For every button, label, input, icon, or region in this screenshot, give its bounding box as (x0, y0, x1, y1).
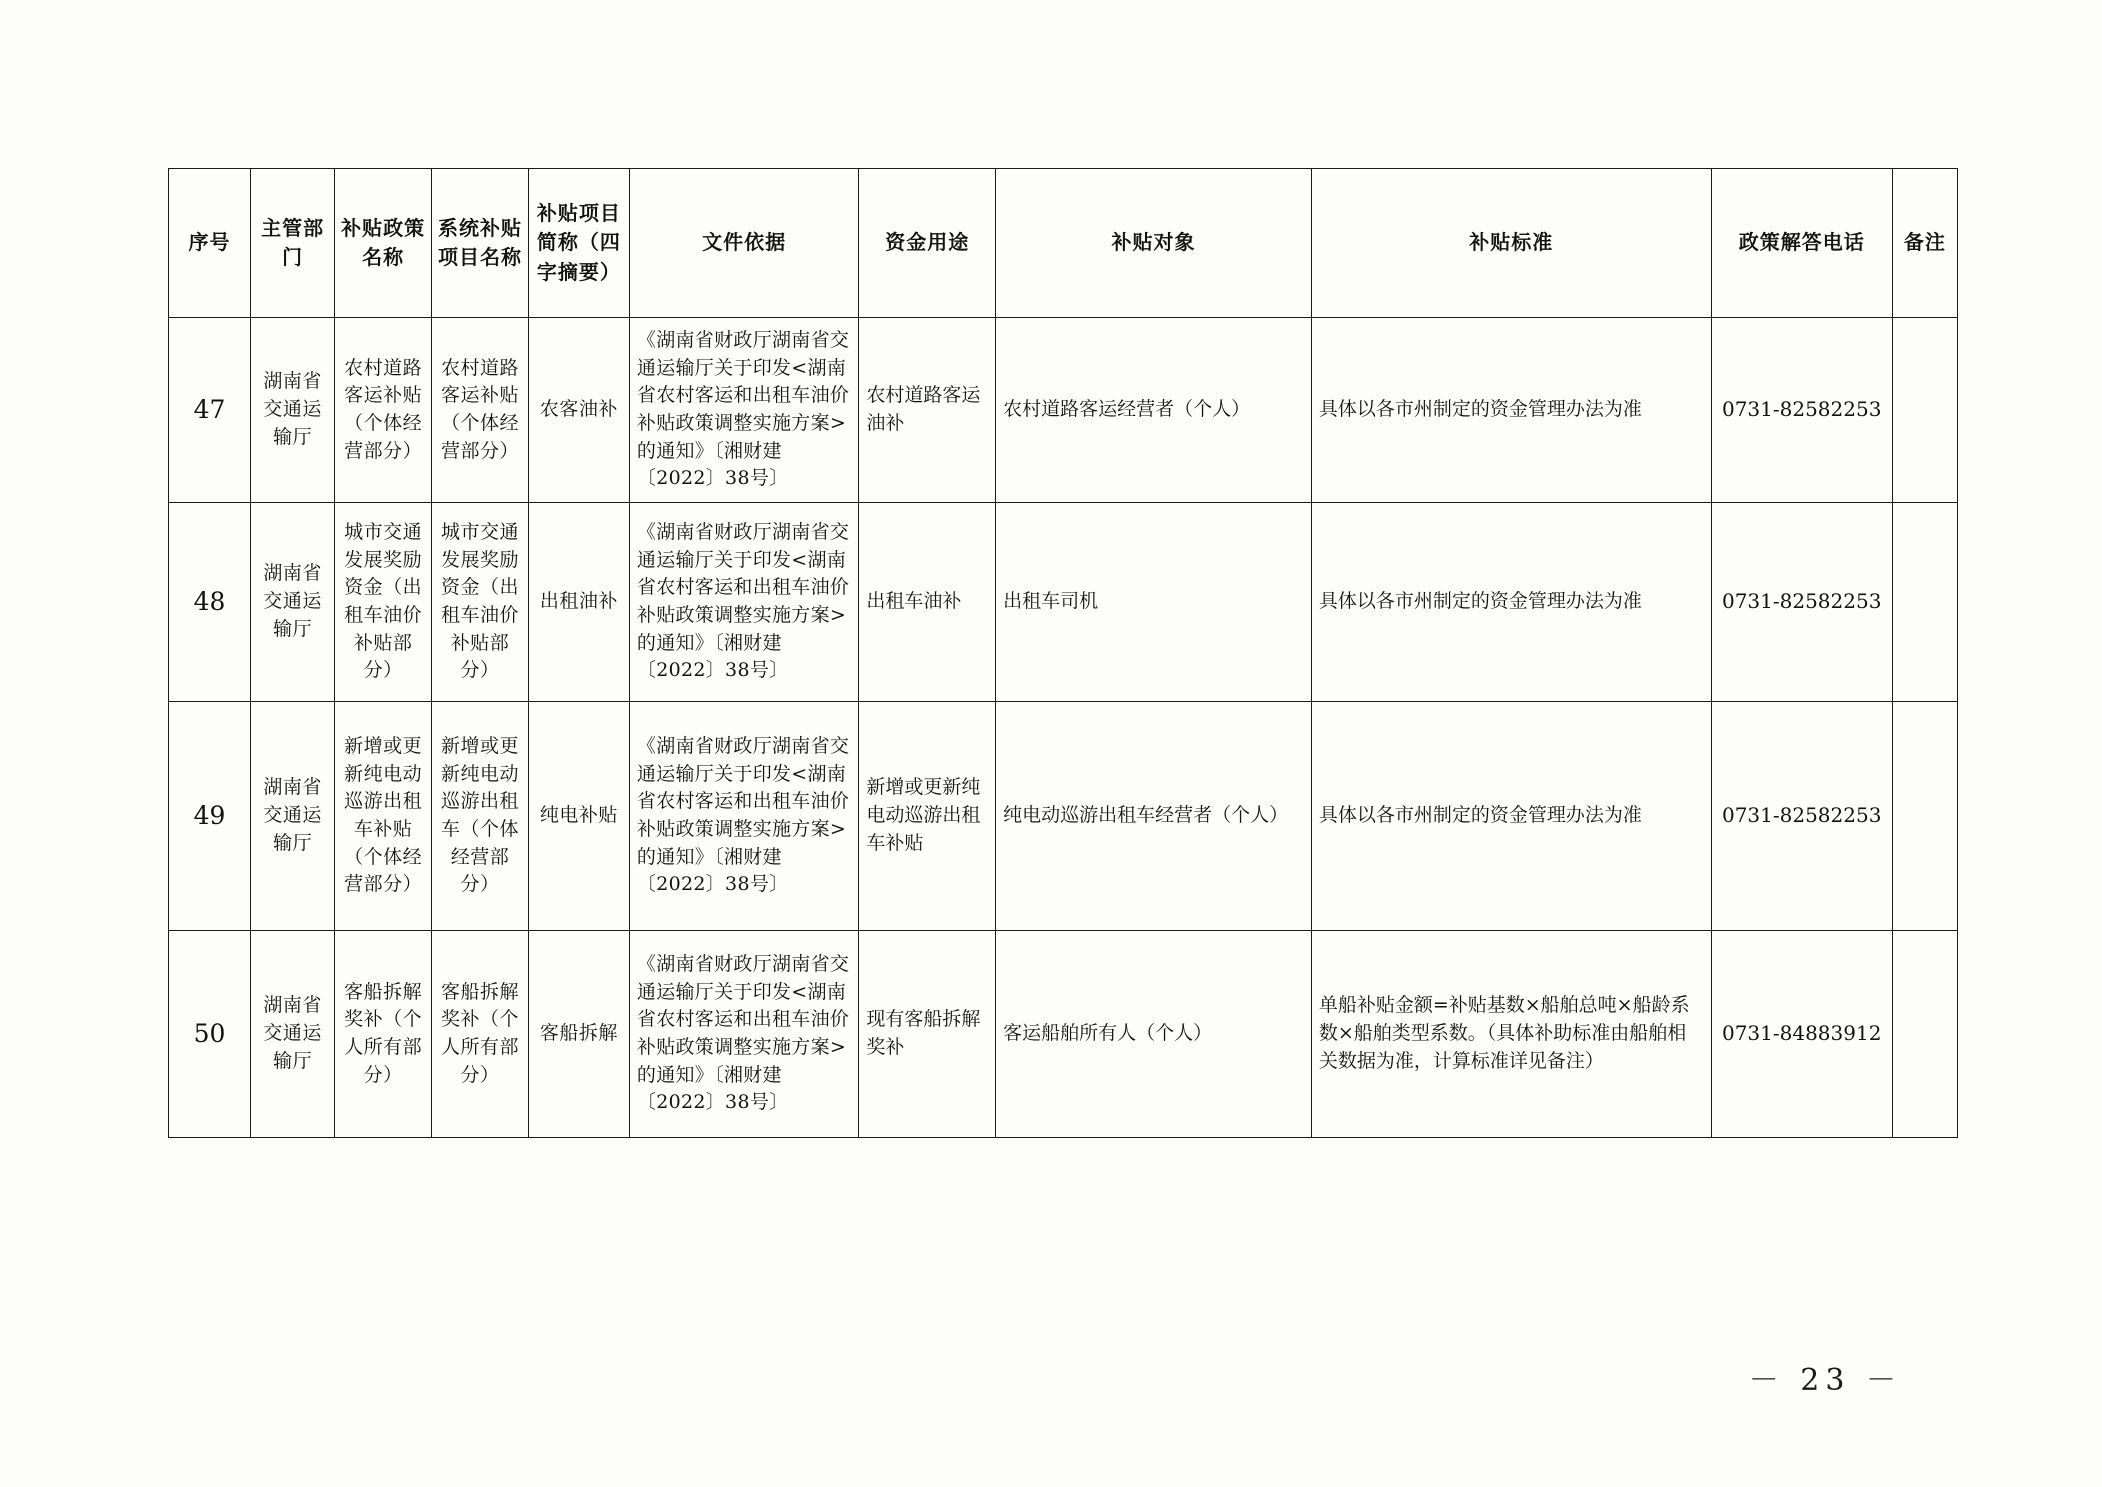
header-item-abbr: 补贴项目简称（四字摘要） (528, 169, 629, 318)
cell-standard: 具体以各市州制定的资金管理办法为准 (1311, 503, 1711, 702)
cell-document-basis: 《湖南省财政厅湖南省交通运输厅关于印发<湖南省农村客运和出租车油价补贴政策调整实施方案>的通知》〔湘财建〔2022〕38号〕 (629, 931, 858, 1138)
cell-seq: 49 (169, 702, 251, 931)
cell-remark (1892, 318, 1957, 503)
cell-seq: 50 (169, 931, 251, 1138)
cell-policy-name: 农村道路客运补贴（个体经营部分） (335, 318, 432, 503)
cell-target: 客运船舶所有人（个人） (996, 931, 1312, 1138)
cell-hotline: 0731-84883912 (1711, 931, 1892, 1138)
cell-hotline: 0731-82582253 (1711, 318, 1892, 503)
cell-system-item-name: 客船拆解奖补（个人所有部分） (432, 931, 529, 1138)
header-remark: 备注 (1892, 169, 1957, 318)
cell-system-item-name: 新增或更新纯电动巡游出租车（个体经营部分） (432, 702, 529, 931)
header-hotline: 政策解答电话 (1711, 169, 1892, 318)
cell-dept: 湖南省交通运输厅 (251, 503, 335, 702)
cell-document-basis: 《湖南省财政厅湖南省交通运输厅关于印发<湖南省农村客运和出租车油价补贴政策调整实施方案>的通知》〔湘财建〔2022〕38号〕 (629, 503, 858, 702)
cell-standard: 具体以各市州制定的资金管理办法为准 (1311, 702, 1711, 931)
cell-document-basis: 《湖南省财政厅湖南省交通运输厅关于印发<湖南省农村客运和出租车油价补贴政策调整实施方案>的通知》〔湘财建〔2022〕38号〕 (629, 702, 858, 931)
cell-policy-name: 城市交通发展奖励资金（出租车油价补贴部分） (335, 503, 432, 702)
header-system-item-name: 系统补贴项目名称 (432, 169, 529, 318)
cell-remark (1892, 503, 1957, 702)
header-seq: 序号 (169, 169, 251, 318)
cell-fund-use: 农村道路客运油补 (859, 318, 996, 503)
header-target: 补贴对象 (996, 169, 1312, 318)
subsidy-table-container (168, 168, 1958, 1138)
cell-target: 纯电动巡游出租车经营者（个人） (996, 702, 1312, 931)
cell-item-abbr: 纯电补贴 (528, 702, 629, 931)
header-dept: 主管部门 (251, 169, 335, 318)
cell-item-abbr: 农客油补 (528, 318, 629, 503)
table-row (169, 503, 1958, 702)
table-row (169, 931, 1958, 1138)
cell-dept: 湖南省交通运输厅 (251, 318, 335, 503)
header-policy-name: 补贴政策名称 (335, 169, 432, 318)
cell-hotline: 0731-82582253 (1711, 702, 1892, 931)
table-row (169, 318, 1958, 503)
cell-target: 农村道路客运经营者（个人） (996, 318, 1312, 503)
cell-fund-use: 现有客船拆解奖补 (859, 931, 996, 1138)
cell-system-item-name: 城市交通发展奖励资金（出租车油价补贴部分） (432, 503, 529, 702)
cell-target: 出租车司机 (996, 503, 1312, 702)
cell-standard: 具体以各市州制定的资金管理办法为准 (1311, 318, 1711, 503)
header-document-basis: 文件依据 (629, 169, 858, 318)
cell-seq: 47 (169, 318, 251, 503)
cell-document-basis: 《湖南省财政厅湖南省交通运输厅关于印发<湖南省农村客运和出租车油价补贴政策调整实施方案>的通知》〔湘财建〔2022〕38号〕 (629, 318, 858, 503)
cell-item-abbr: 客船拆解 (528, 931, 629, 1138)
header-fund-use: 资金用途 (859, 169, 996, 318)
cell-system-item-name: 农村道路客运补贴（个体经营部分） (432, 318, 529, 503)
table-header-row (169, 169, 1958, 318)
cell-remark (1892, 702, 1957, 931)
table-row (169, 702, 1958, 931)
cell-dept: 湖南省交通运输厅 (251, 702, 335, 931)
cell-policy-name: 新增或更新纯电动巡游出租车补贴（个体经营部分） (335, 702, 432, 931)
cell-standard: 单船补贴金额=补贴基数×船舶总吨×船龄系数×船舶类型系数。（具体补助标准由船舶相关数据为准，计算标准详见备注） (1311, 931, 1711, 1138)
header-standard: 补贴标准 (1311, 169, 1711, 318)
cell-hotline: 0731-82582253 (1711, 503, 1892, 702)
page-number: － 23 － (1748, 1363, 1902, 1398)
subsidy-table (168, 168, 1958, 1138)
cell-fund-use: 出租车油补 (859, 503, 996, 702)
cell-fund-use: 新增或更新纯电动巡游出租车补贴 (859, 702, 996, 931)
cell-policy-name: 客船拆解奖补（个人所有部分） (335, 931, 432, 1138)
cell-seq: 48 (169, 503, 251, 702)
cell-item-abbr: 出租油补 (528, 503, 629, 702)
cell-remark (1892, 931, 1957, 1138)
cell-dept: 湖南省交通运输厅 (251, 931, 335, 1138)
